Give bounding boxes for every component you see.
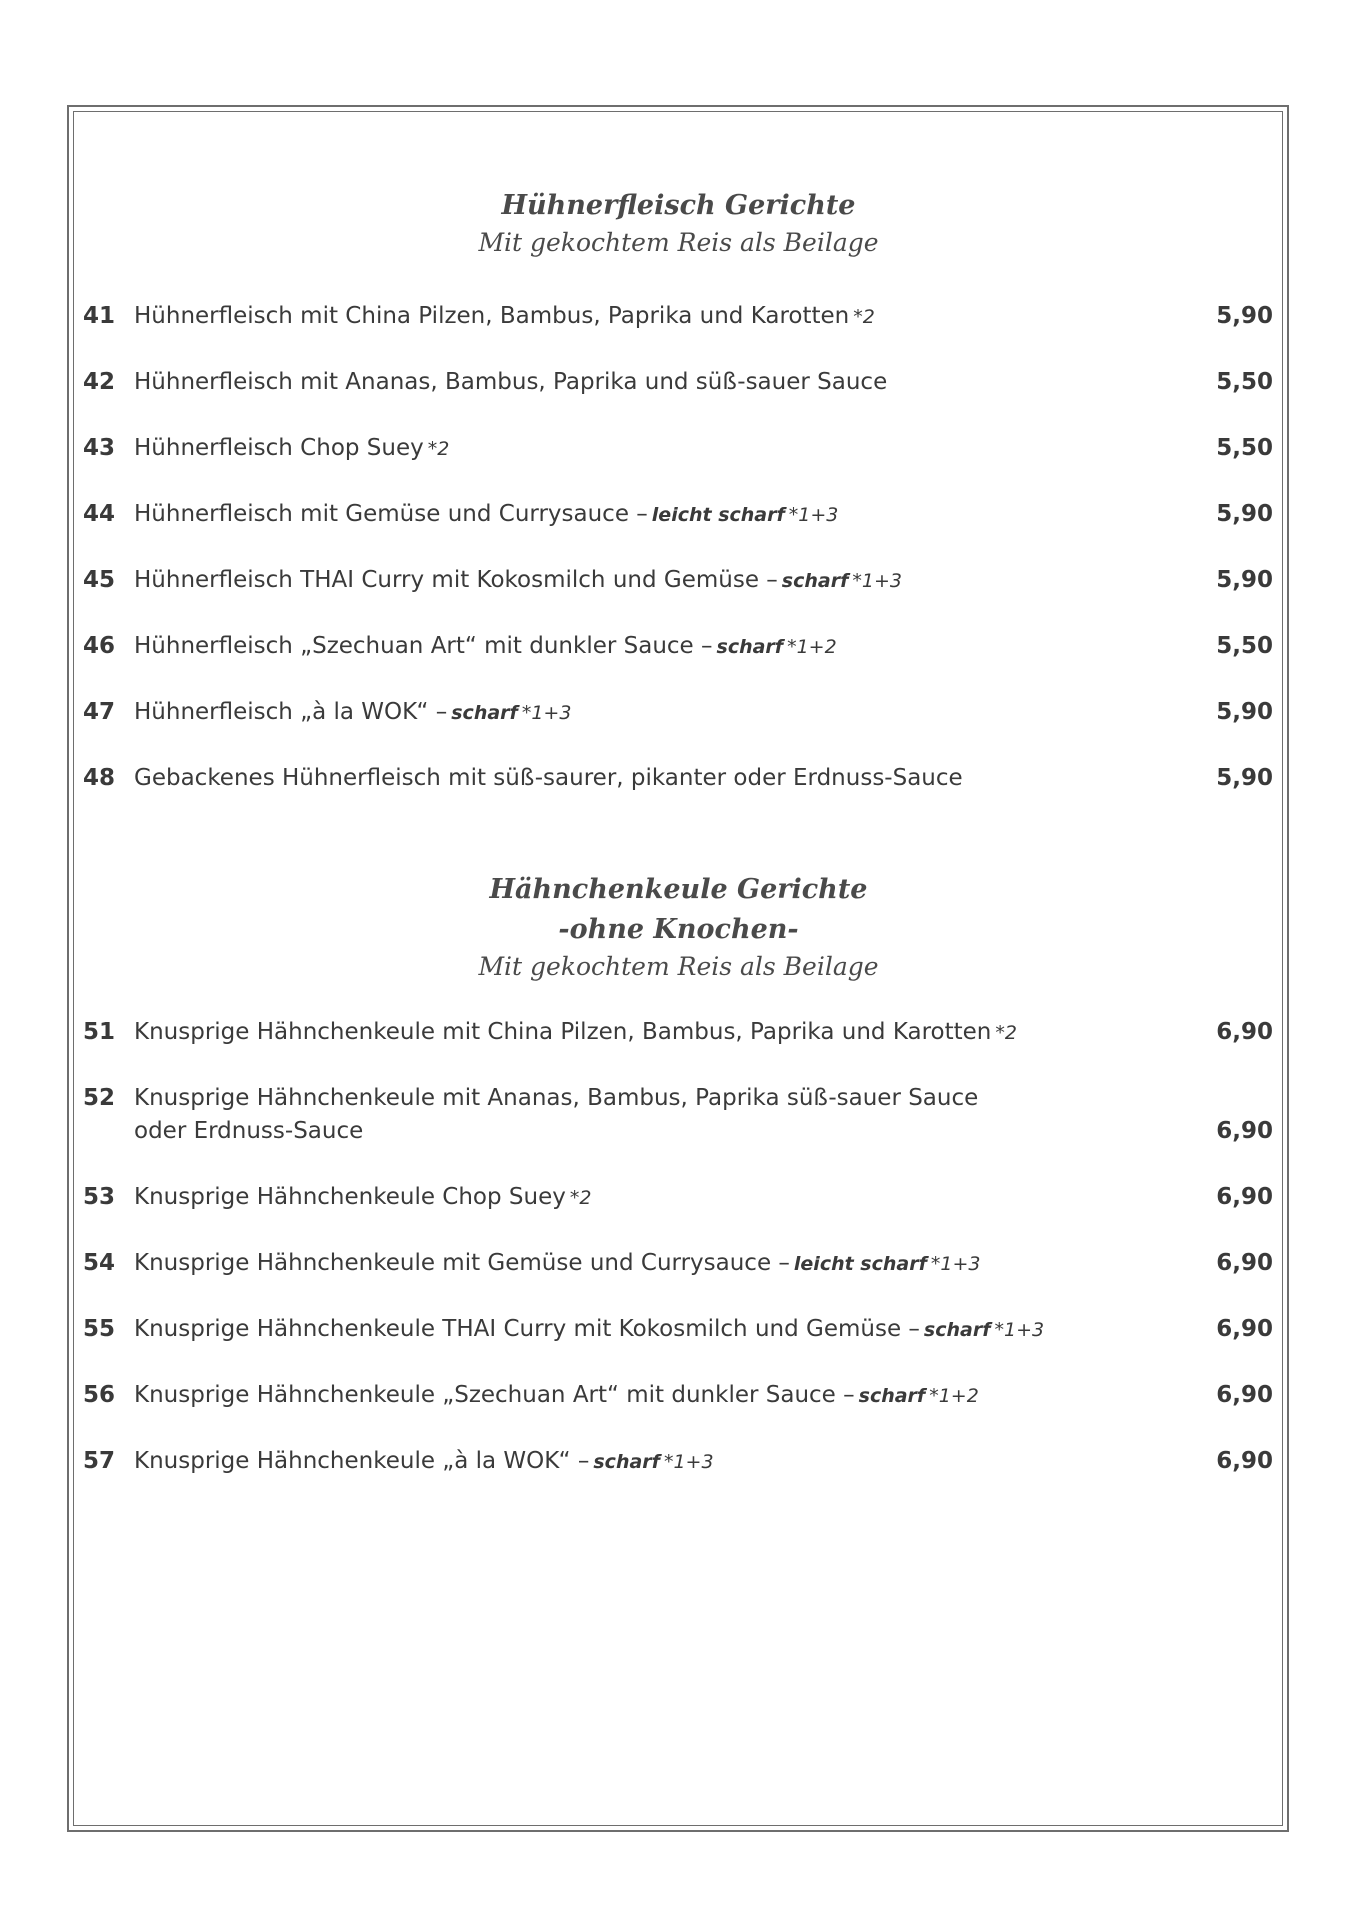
item-text: Knusprige Hähnchenkeule mit China Pilzen, Bambus, Paprika und Karotten	[134, 1019, 992, 1045]
item-price: 6,90	[1216, 1019, 1273, 1045]
section-title-huehnerfleisch: Hühnerfleisch Gerichte	[501, 190, 856, 221]
section-subtitle-huehnerfleisch: Mit gekochtem Reis als Beilage	[478, 228, 879, 257]
item-number: 47	[83, 699, 116, 725]
item-price: 6,90	[1216, 1448, 1273, 1474]
item-spice-level: scharf	[923, 1319, 991, 1341]
item-footnote: *1+2	[929, 1385, 979, 1407]
item-spice-level: scharf	[716, 636, 784, 658]
item-description	[134, 762, 1094, 795]
item-spice-level: leicht scharf	[793, 1253, 927, 1275]
item-footnote: *1+3	[663, 1451, 714, 1473]
item-number: 51	[83, 1019, 116, 1045]
item-number: 41	[83, 303, 116, 329]
section-title2-haehnchenkeule: -ohne Knochen-	[558, 914, 799, 945]
item-text: Knusprige Hähnchenkeule Chop Suey	[134, 1184, 566, 1210]
item-price: 5,50	[1216, 633, 1273, 659]
item-text: Hühnerfleisch „Szechuan Art“ mit dunkler Sauce –	[134, 633, 713, 659]
item-price: 6,90	[1216, 1316, 1273, 1342]
item-number: 52	[83, 1085, 116, 1111]
item-price: 5,90	[1216, 765, 1273, 791]
item-number: 54	[83, 1250, 116, 1276]
item-description	[134, 1445, 1094, 1479]
item-description	[134, 1379, 1094, 1413]
item-number: 53	[83, 1184, 116, 1210]
item-number: 46	[83, 633, 116, 659]
item-text: Hühnerfleisch mit China Pilzen, Bambus, Paprika und Karotten	[134, 303, 850, 329]
item-text: Hühnerfleisch „à la WOK“ –	[134, 699, 448, 725]
item-text: Hühnerfleisch mit Gemüse und Currysauce –	[134, 501, 648, 527]
item-spice-level: scharf	[593, 1451, 660, 1473]
item-text: Hühnerfleisch Chop Suey	[134, 435, 424, 461]
item-price: 5,90	[1216, 567, 1273, 593]
item-description	[134, 1247, 1094, 1281]
item-footnote: *1+3	[852, 570, 902, 592]
item-text: Knusprige Hähnchenkeule mit Gemüse und Currysauce –	[134, 1250, 790, 1276]
item-text: Hühnerfleisch THAI Curry mit Kokosmilch und Gemüse –	[134, 567, 778, 593]
item-text-line2: oder Erdnuss-Sauce	[134, 1118, 364, 1144]
item-spice-level: leicht scharf	[651, 504, 785, 526]
item-description	[134, 630, 1094, 664]
item-footnote: *1+3	[930, 1253, 981, 1275]
item-text: Knusprige Hähnchenkeule mit Ananas, Bambus, Paprika süß-sauer Sauce	[134, 1085, 979, 1111]
item-text: Gebackenes Hühnerfleisch mit süß-saurer, pikanter oder Erdnuss-Sauce	[134, 765, 963, 791]
item-price: 6,90	[1216, 1184, 1273, 1210]
item-price: 5,90	[1216, 699, 1273, 725]
item-number: 45	[83, 567, 116, 593]
item-text: Knusprige Hähnchenkeule „Szechuan Art“ mit dunkler Sauce –	[134, 1382, 855, 1408]
item-description	[134, 1313, 1094, 1347]
item-description	[134, 432, 1094, 466]
item-price: 5,90	[1216, 501, 1273, 527]
item-footnote: *2	[569, 1187, 592, 1209]
item-price: 6,90	[1216, 1382, 1273, 1408]
item-price: 5,50	[1216, 435, 1273, 461]
section-title-haehnchenkeule: Hähnchenkeule Gerichte	[489, 874, 868, 905]
item-footnote: *1+3	[521, 702, 572, 724]
item-number: 44	[83, 501, 116, 527]
item-price: 5,90	[1216, 303, 1273, 329]
item-number: 43	[83, 435, 116, 461]
item-description	[134, 564, 1094, 598]
item-price: 6,90	[1216, 1118, 1273, 1144]
item-text: Hühnerfleisch mit Ananas, Bambus, Paprika und süß-sauer Sauce	[134, 369, 888, 395]
item-spice-level: scharf	[781, 570, 849, 592]
item-number: 48	[83, 765, 116, 791]
item-footnote: *1+3	[788, 504, 839, 526]
section-subtitle-haehnchenkeule: Mit gekochtem Reis als Beilage	[478, 952, 879, 981]
item-footnote: *2	[995, 1022, 1017, 1044]
item-description	[134, 366, 1094, 399]
item-description	[134, 696, 1094, 730]
item-description	[134, 300, 1094, 334]
item-footnote: *2	[427, 438, 450, 460]
item-footnote: *2	[853, 306, 875, 328]
item-text: Knusprige Hähnchenkeule THAI Curry mit Kokosmilch und Gemüse –	[134, 1316, 920, 1342]
item-number: 57	[83, 1448, 116, 1474]
item-number: 55	[83, 1316, 116, 1342]
item-number: 56	[83, 1382, 116, 1408]
item-description	[134, 498, 1094, 532]
item-number: 42	[83, 369, 116, 395]
item-footnote: *1+2	[787, 636, 837, 658]
item-description	[134, 1181, 1094, 1215]
item-price: 6,90	[1216, 1250, 1273, 1276]
item-description	[134, 1016, 1094, 1050]
item-spice-level: scharf	[858, 1385, 926, 1407]
item-text: Knusprige Hähnchenkeule „à la WOK“ –	[134, 1448, 590, 1474]
item-footnote: *1+3	[994, 1319, 1045, 1341]
item-description	[134, 1082, 1094, 1148]
item-spice-level: scharf	[451, 702, 518, 724]
item-price: 5,50	[1216, 369, 1273, 395]
